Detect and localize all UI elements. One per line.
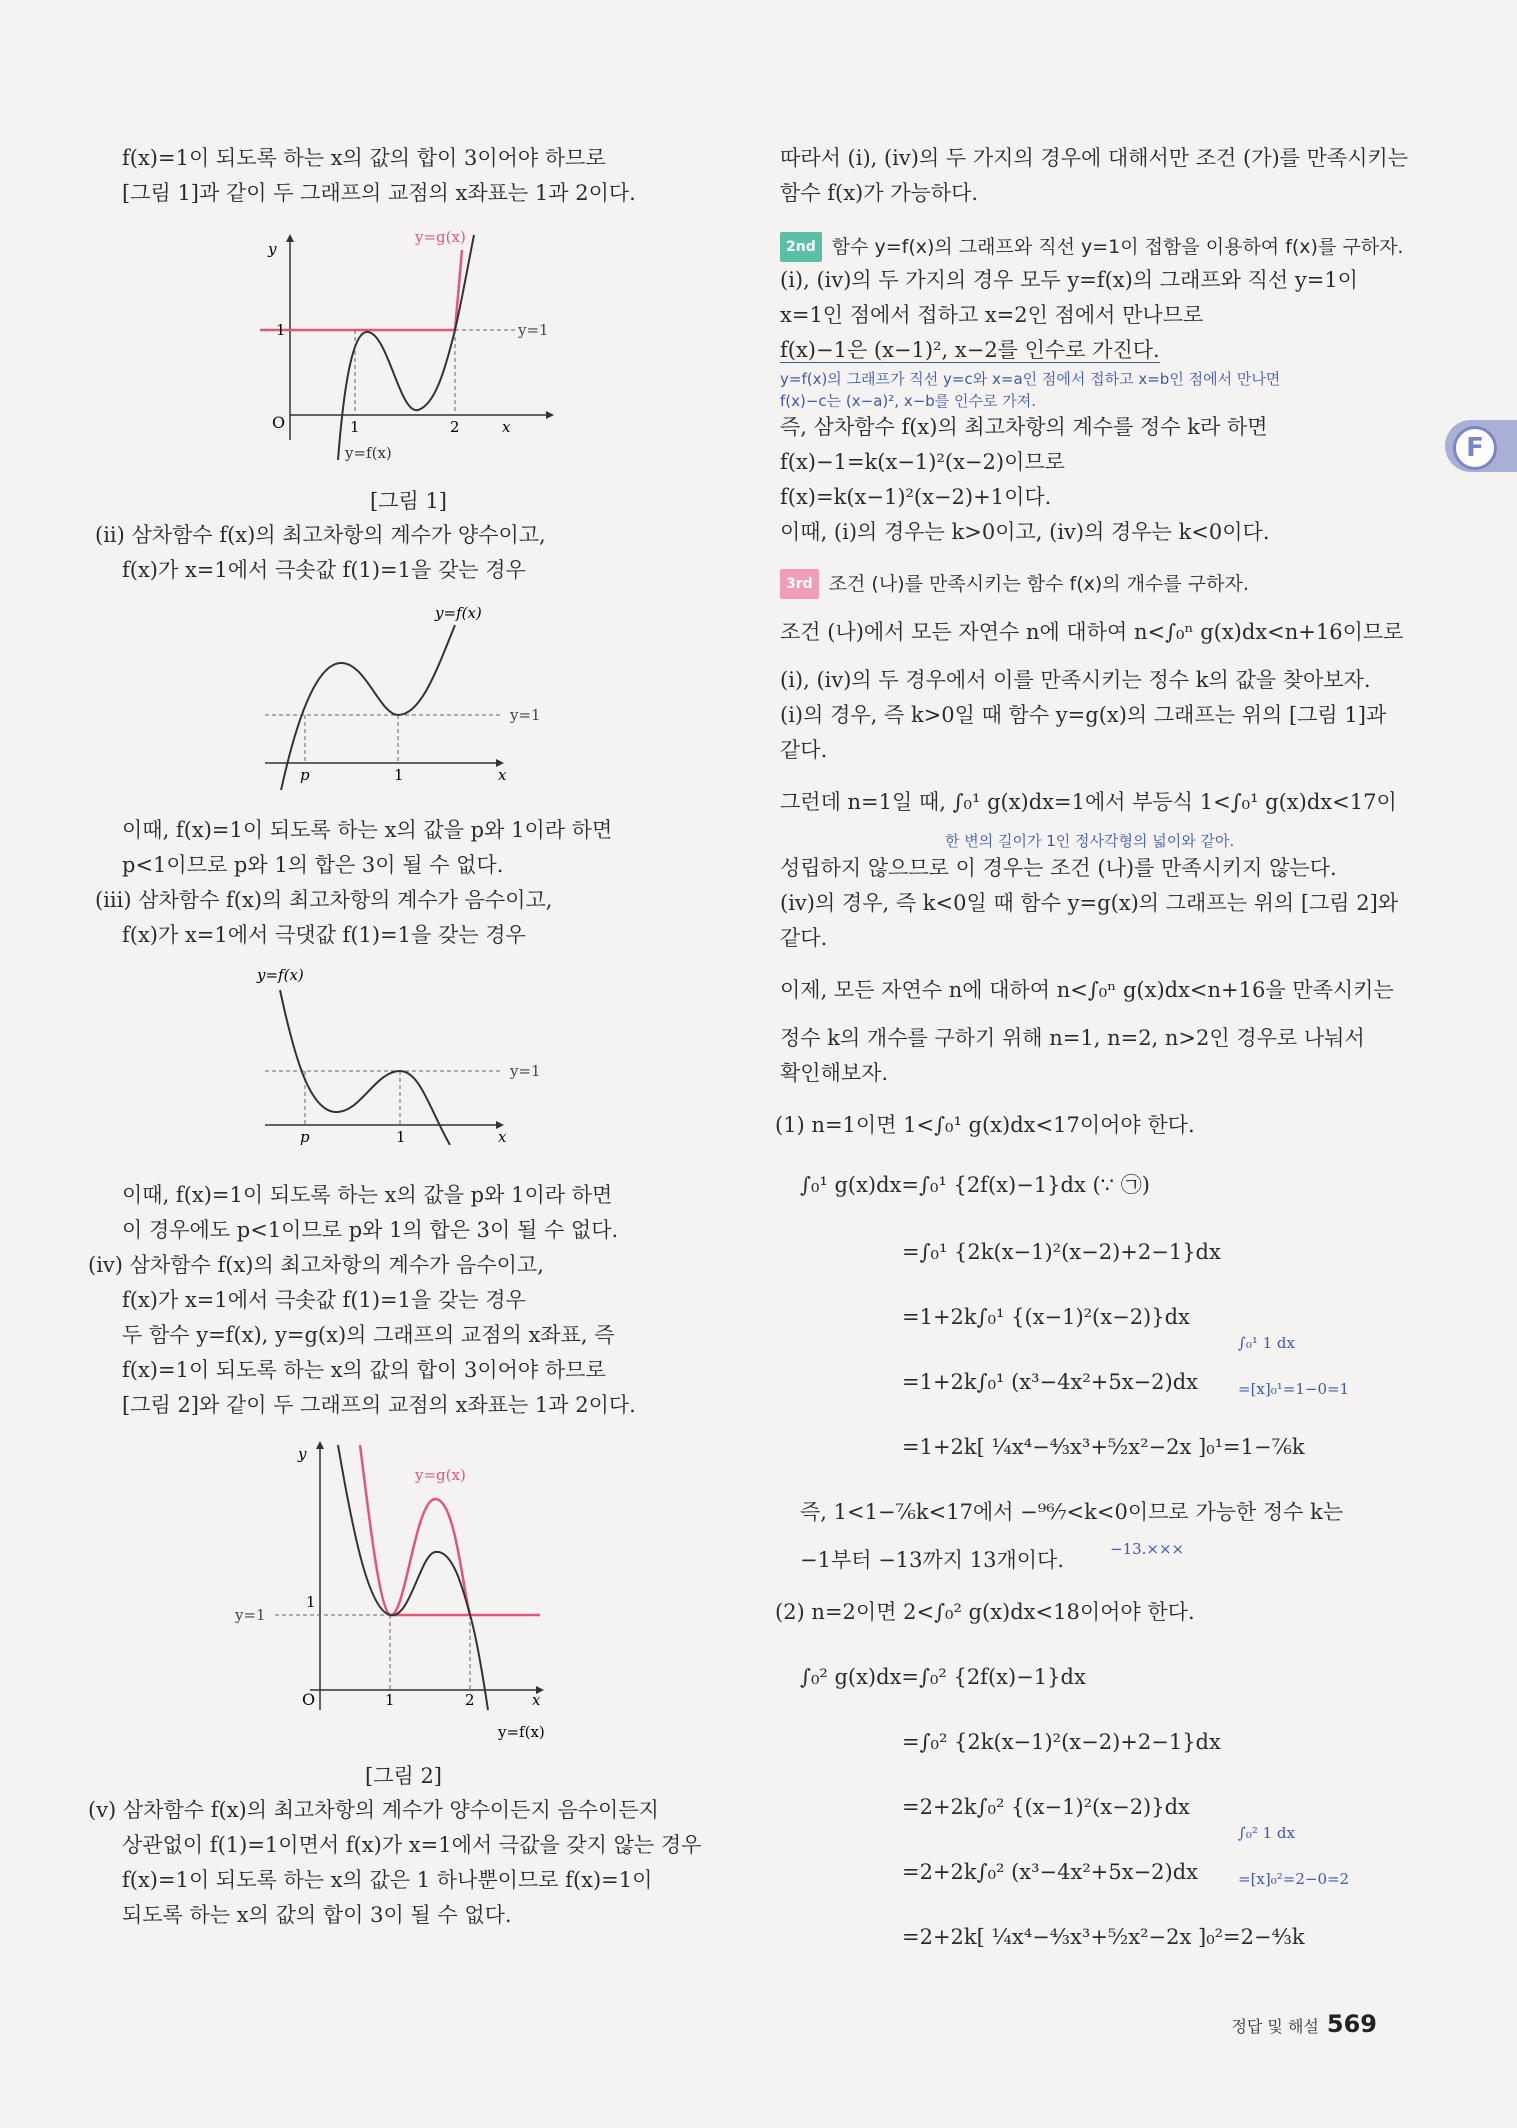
text-line: 이때, f(x)=1이 되도록 하는 x의 값을 p와 1이라 하면 — [122, 1183, 613, 1207]
text-line: 즉, 1<1−⁷⁄₆k<17에서 −⁹⁶⁄₇<k<0이므로 가능한 정수 k는 — [800, 1500, 1344, 1524]
curve-label-g: y=g(x) — [415, 228, 466, 246]
text-line: (i), (iv)의 두 경우에서 이를 만족시키는 정수 k의 값을 찾아보자. — [780, 668, 1371, 692]
text-line: 이때, f(x)=1이 되도록 하는 x의 값을 p와 1이라 하면 — [122, 818, 613, 842]
figure-iii — [255, 960, 565, 1145]
annotation-note: =[x]₀²=2−0=2 — [1238, 1870, 1350, 1888]
text-line: (iv)의 경우, 즉 k<0일 때 함수 y=g(x)의 그래프는 위의 [그림 2]와 — [780, 891, 1399, 915]
tick-label-p: p — [300, 1128, 310, 1145]
figure-2-caption: [그림 2] — [365, 1764, 442, 1788]
text-line: 따라서 (i), (iv)의 두 가지의 경우에 대해서만 조건 (가)를 만족시키는 — [780, 146, 1409, 170]
curve-label-f: y=f(x) — [257, 966, 304, 984]
page-number: 569 — [1326, 2010, 1377, 2038]
curve-label-f: y=f(x) — [498, 1723, 545, 1741]
text-line: (iii) 삼차함수 f(x)의 최고차항의 계수가 음수이고, — [95, 888, 553, 912]
equation-line: =∫₀² {2k(x−1)²(x−2)+2−1}dx — [902, 1730, 1221, 1754]
line-label: y=1 — [510, 1062, 541, 1080]
tick-label: 1 — [306, 1593, 316, 1611]
step-badge: 2nd — [780, 232, 822, 262]
step-text: 함수 y=f(x)의 그래프와 직선 y=1이 접함을 이용하여 f(x)를 구하자. — [831, 236, 1404, 258]
equation-line: =2+2k∫₀² (x³−4x²+5x−2)dx — [902, 1860, 1198, 1884]
case-heading: (1) n=1이면 1<∫₀¹ g(x)dx<17이어야 한다. — [775, 1113, 1195, 1137]
step-2-heading — [780, 232, 1403, 262]
tick-label: 2 — [450, 418, 460, 436]
text-line: 즉, 삼차함수 f(x)의 최고차항의 계수를 정수 k라 하면 — [780, 415, 1268, 439]
text-line: p<1이므로 p와 1의 합은 3이 될 수 없다. — [122, 853, 504, 877]
text-line: f(x)=1이 되도록 하는 x의 값의 합이 3이어야 하므로 — [122, 146, 606, 170]
annotation-note: f(x)−c는 (x−a)², x−b를 인수로 가져. — [780, 392, 1037, 410]
curve-label-f: y=f(x) — [345, 444, 392, 462]
curve-label-f: y=f(x) — [435, 604, 482, 622]
text-line: 같다. — [780, 926, 828, 950]
tick-label: 1 — [276, 321, 286, 339]
annotation-note: ∫₀¹ 1 dx — [1238, 1334, 1295, 1352]
tick-label: 1 — [396, 1128, 406, 1145]
equation-line: =1+2k∫₀¹ (x³−4x²+5x−2)dx — [902, 1370, 1198, 1394]
annotation-note: 한 변의 길이가 1인 정사각형의 넓이와 같아. — [945, 832, 1235, 850]
equation-line: ∫₀² g(x)dx=∫₀² {2f(x)−1}dx — [800, 1665, 1086, 1689]
annotation-note: =[x]₀¹=1−0=1 — [1238, 1380, 1350, 1398]
text-line: f(x)가 x=1에서 극솟값 f(1)=1을 갖는 경우 — [122, 558, 526, 582]
text-line: f(x)=k(x−1)²(x−2)+1이다. — [780, 485, 1052, 509]
text-line: [그림 2]와 같이 두 그래프의 교점의 x좌표는 1과 2이다. — [122, 1393, 636, 1417]
page-footer — [1231, 2010, 1377, 2038]
equation-line: =2+2k∫₀² {(x−1)²(x−2)}dx — [902, 1795, 1190, 1819]
origin-label: O — [302, 1690, 316, 1709]
text-line: 정수 k의 개수를 구하기 위해 n=1, n=2, n>2인 경우로 나눠서 — [780, 1026, 1365, 1050]
axis-y-label: y — [298, 1445, 307, 1463]
text-line: 함수 f(x)가 가능하다. — [780, 181, 979, 205]
axis-y-label: y — [268, 240, 277, 258]
line-label: y=1 — [510, 706, 541, 724]
equation-line: =∫₀¹ {2k(x−1)²(x−2)+2−1}dx — [902, 1240, 1221, 1264]
curve-label-g: y=g(x) — [415, 1466, 466, 1484]
text-line: 이 경우에도 p<1이므로 p와 1의 합은 3이 될 수 없다. — [122, 1218, 619, 1242]
step-3-heading — [780, 569, 1249, 599]
text-line: 되도록 하는 x의 값의 합이 3이 될 수 없다. — [122, 1903, 512, 1927]
equation-line: =1+2k∫₀¹ {(x−1)²(x−2)}dx — [902, 1305, 1190, 1329]
figure-ii — [260, 595, 570, 790]
text-line: 이제, 모든 자연수 n에 대하여 n<∫₀ⁿ g(x)dx<n+16을 만족시키는 — [780, 978, 1394, 1002]
text-line: (i), (iv)의 두 가지의 경우 모두 y=f(x)의 그래프와 직선 y=1이 — [780, 268, 1358, 292]
text-line: 성립하지 않으므로 이 경우는 조건 (나)를 만족시키지 않는다. — [780, 856, 1337, 880]
text-line: [그림 1]과 같이 두 그래프의 교점의 x좌표는 1과 2이다. — [122, 181, 636, 205]
annotation-note: y=f(x)의 그래프가 직선 y=c와 x=a인 점에서 접하고 x=b인 점에서 만나면 — [780, 370, 1281, 388]
step-badge: 3rd — [780, 569, 819, 599]
tick-label: 1 — [394, 766, 404, 784]
text-line: f(x)−1=k(x−1)²(x−2)이므로 — [780, 450, 1065, 474]
text-line: f(x)가 x=1에서 극솟값 f(1)=1을 갖는 경우 — [122, 1288, 526, 1312]
figure-2 — [230, 1435, 580, 1755]
equation-line: =2+2k[ ¼x⁴−⁴⁄₃x³+⁵⁄₂x²−2x ]₀²=2−⁴⁄₃k — [902, 1925, 1305, 1949]
line-label: y=1 — [235, 1606, 266, 1624]
underlined-text: f(x)−1은 (x−1)², x−2를 인수로 가진다. — [780, 338, 1160, 362]
annotation-note: ∫₀² 1 dx — [1238, 1824, 1295, 1842]
text-line: (i)의 경우, 즉 k>0일 때 함수 y=g(x)의 그래프는 위의 [그림 1]과 — [780, 703, 1387, 727]
text-line: (v) 삼차함수 f(x)의 최고차항의 계수가 양수이든지 음수이든지 — [88, 1798, 659, 1822]
section-tab-letter: F — [1453, 426, 1497, 470]
text-line: f(x)가 x=1에서 극댓값 f(1)=1을 갖는 경우 — [122, 923, 526, 947]
text-line: 그런데 n=1일 때, ∫₀¹ g(x)dx=1에서 부등식 1<∫₀¹ g(x)dx<17이 — [780, 790, 1397, 814]
text-line: (ii) 삼차함수 f(x)의 최고차항의 계수가 양수이고, — [95, 523, 546, 547]
origin-label: O — [272, 413, 286, 432]
axis-x-label: x — [498, 766, 507, 784]
axis-x-label: x — [532, 1691, 541, 1709]
text-line: f(x)=1이 되도록 하는 x의 값은 1 하나뿐이므로 f(x)=1이 — [122, 1868, 653, 1892]
axis-x-label: x — [502, 418, 511, 436]
axis-x-label: x — [498, 1128, 507, 1145]
text-line: 이때, (i)의 경우는 k>0이고, (iv)의 경우는 k<0이다. — [780, 520, 1270, 544]
case-heading: (2) n=2이면 2<∫₀² g(x)dx<18이어야 한다. — [775, 1600, 1195, 1624]
tick-label: 1 — [350, 418, 360, 436]
text-line: f(x)=1이 되도록 하는 x의 값의 합이 3이어야 하므로 — [122, 1358, 606, 1382]
tick-label-p: p — [300, 766, 310, 784]
equation-line: ∫₀¹ g(x)dx=∫₀¹ {2f(x)−1}dx (∵ ㉠) — [800, 1173, 1150, 1197]
text-line: x=1인 점에서 접하고 x=2인 점에서 만나므로 — [780, 303, 1204, 327]
text-line — [780, 335, 1160, 365]
text-line: 같다. — [780, 738, 828, 762]
section-tab — [1445, 420, 1517, 472]
figure-1-caption: [그림 1] — [370, 489, 447, 513]
equation-line: =1+2k[ ¼x⁴−⁴⁄₃x³+⁵⁄₂x²−2x ]₀¹=1−⁷⁄₆k — [902, 1435, 1305, 1459]
annotation-note: −13.××× — [1110, 1540, 1185, 1558]
text-line: −1부터 −13까지 13개이다. — [800, 1548, 1065, 1572]
text-line: 확인해보자. — [780, 1061, 889, 1085]
line-label: y=1 — [518, 321, 549, 339]
text-line: 상관없이 f(1)=1이면서 f(x)가 x=1에서 극값을 갖지 않는 경우 — [122, 1833, 702, 1857]
figure-1 — [250, 220, 580, 470]
text-line: (iv) 삼차함수 f(x)의 최고차항의 계수가 음수이고, — [88, 1253, 544, 1277]
tick-label: 1 — [385, 1691, 395, 1709]
step-text: 조건 (나)를 만족시키는 함수 f(x)의 개수를 구하자. — [828, 573, 1249, 595]
text-line: 두 함수 y=f(x), y=g(x)의 그래프의 교점의 x좌표, 즉 — [122, 1323, 615, 1347]
text-line: 조건 (나)에서 모든 자연수 n에 대하여 n<∫₀ⁿ g(x)dx<n+16이므로 — [780, 620, 1404, 644]
footer-label: 정답 및 해설 — [1231, 2017, 1319, 2036]
tick-label: 2 — [465, 1691, 475, 1709]
